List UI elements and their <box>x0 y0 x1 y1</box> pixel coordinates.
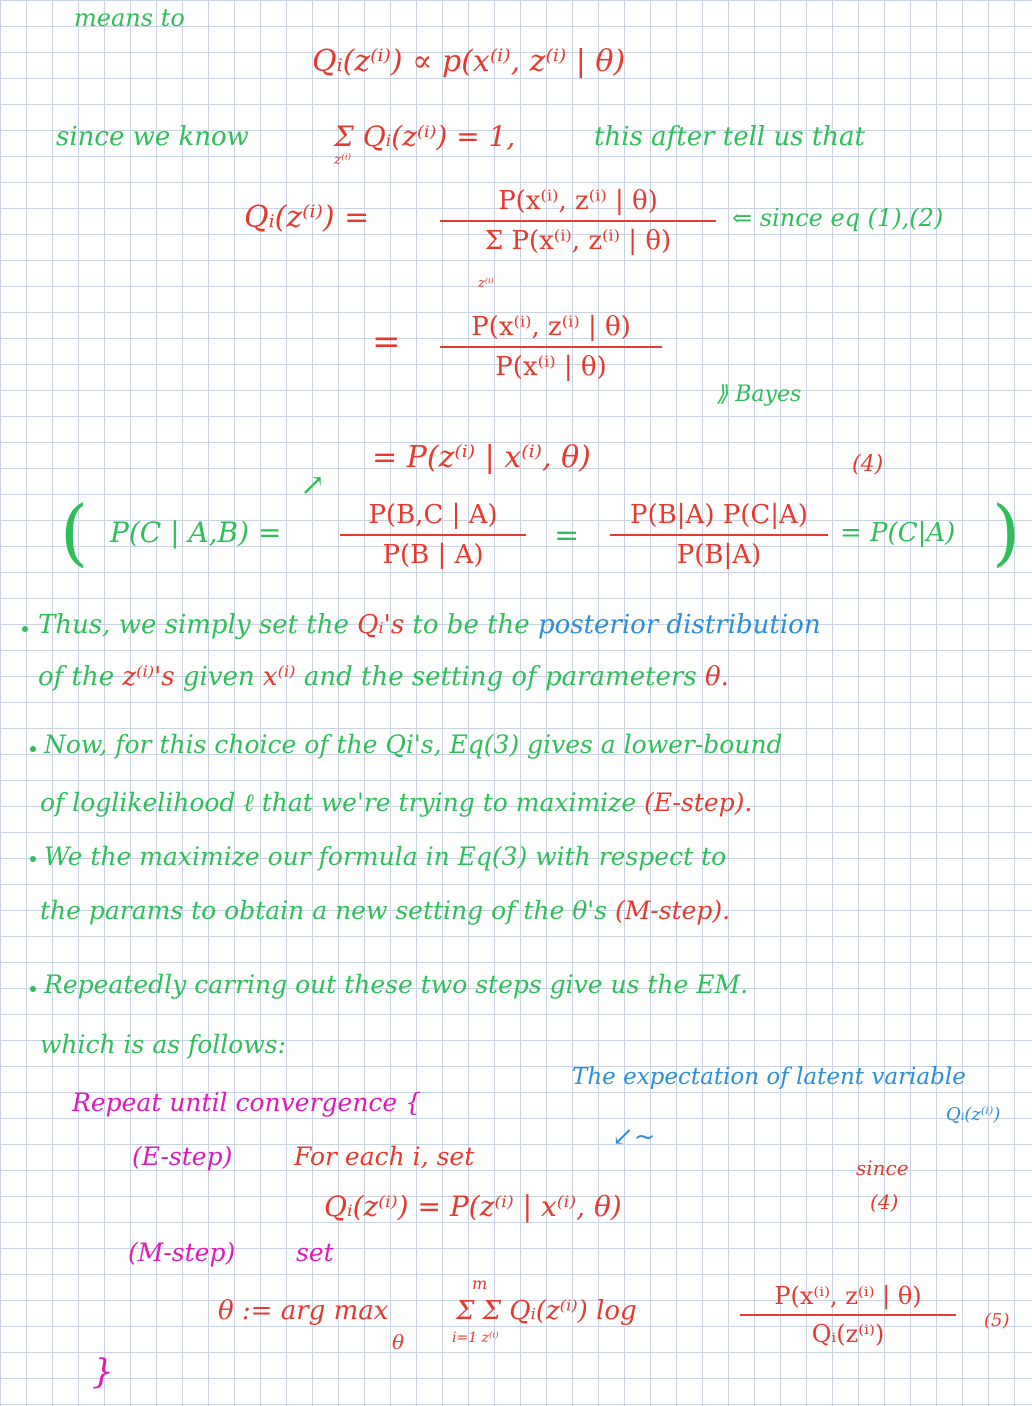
thus-l2-z: z⁽ⁱ⁾'s <box>122 662 175 692</box>
e-step-tag: (E-step). <box>644 788 753 817</box>
since-number: (4) <box>870 1190 899 1214</box>
m-step-label: (M-step) <box>128 1238 236 1267</box>
expectation-q: Qᵢ(z⁽ⁱ⁾) <box>946 1104 1001 1125</box>
repeat-until-text: Repeat until convergence { <box>72 1088 422 1117</box>
thus-l2-x: x⁽ⁱ⁾ <box>262 662 296 692</box>
m-step-tag: (M-step). <box>614 896 731 925</box>
posterior-distribution-text: posterior distribution <box>537 610 821 640</box>
bayes-lhs: P(C | A,B) = <box>110 516 282 549</box>
bullet-thus <box>22 626 28 632</box>
bayes-fraction-1-denominator: P(B | A) <box>382 540 484 570</box>
bayes-equals: = <box>554 518 580 553</box>
fraction-1 <box>440 186 716 256</box>
fraction-2 <box>440 312 662 382</box>
m-step-fraction <box>740 1282 956 1348</box>
bayes-arrow-icon: ↗ <box>300 468 326 503</box>
repeat-line-2: which is as follows: <box>40 1030 286 1059</box>
we-l2-a: the params to obtain a new setting of the θ's <box>40 896 615 925</box>
m-step-sum-bottom: i=1 z⁽ⁱ⁾ <box>452 1330 499 1346</box>
we-line-2 <box>40 896 730 925</box>
after-tell-text: this after tell us that <box>594 122 865 152</box>
thus-line-1 <box>38 610 821 640</box>
e-step-label: (E-step) <box>132 1142 233 1171</box>
bayes-fraction-2-denominator: P(B|A) <box>676 540 762 570</box>
bayes-fraction-2 <box>610 500 828 570</box>
m-step-numerator: P(x⁽ⁱ⁾, z⁽ⁱ⁾ | θ) <box>774 1282 922 1310</box>
fraction-1-denominator: Σ P(x⁽ⁱ⁾, z⁽ⁱ⁾ | θ) <box>484 226 672 256</box>
equation-label-4: (4) <box>852 452 884 477</box>
thus-l2-theta: θ. <box>704 662 729 692</box>
m-step-set: set <box>296 1238 334 1267</box>
q-lhs: Qᵢ(z⁽ⁱ⁾) = <box>244 200 370 235</box>
bullet-repeat <box>30 986 36 992</box>
since-eq-note: ⇐ since eq (1),(2) <box>732 204 944 232</box>
sum-equals-one: Σ Qᵢ(z⁽ⁱ⁾) = 1, <box>334 120 516 153</box>
bayes-fraction-1 <box>340 500 526 570</box>
bayes-fraction-1-bar <box>340 534 526 536</box>
thus-l2-c: and the setting of parameters <box>295 662 705 692</box>
since-we-know-text: since we know <box>56 122 249 152</box>
thus-l2-b: given <box>174 662 263 692</box>
now-line-2 <box>40 788 752 818</box>
curve-arrow-icon: ↙~ <box>612 1122 656 1152</box>
means-to-text: means to <box>74 4 185 32</box>
fraction-2-bar <box>440 346 662 348</box>
thus-line-2 <box>38 662 729 692</box>
repeat-line-1: Repeatedly carring out these two steps give us the EM. <box>44 970 749 999</box>
e-step-equation: Qᵢ(z⁽ⁱ⁾) = P(z⁽ⁱ⁾ | x⁽ⁱ⁾, θ) <box>324 1190 622 1223</box>
expectation-note: The expectation of latent variable <box>572 1064 966 1090</box>
thus-l1-q: Qᵢ's <box>357 610 405 640</box>
m-step-lhs: θ := arg max <box>218 1296 389 1326</box>
now-l2-a: of loglikelihood ℓ that we're trying to maximize <box>40 788 645 817</box>
proportional-equation: Qᵢ(z⁽ⁱ⁾) ∝ p(x⁽ⁱ⁾, z⁽ⁱ⁾ | θ) <box>312 44 626 79</box>
thus-l1-a: Thus, we simply set the <box>38 610 358 640</box>
bayes-fraction-1-numerator: P(B,C | A) <box>368 500 498 530</box>
m-step-bar <box>740 1314 956 1316</box>
equals-2: = <box>372 322 401 362</box>
e-step-text: For each i, set <box>294 1142 475 1171</box>
m-step-denominator: Qᵢ(z⁽ⁱ⁾) <box>811 1320 885 1348</box>
left-paren: ( <box>60 490 89 574</box>
bayes-fraction-2-numerator: P(B|A) P(C|A) <box>630 500 808 530</box>
bullet-we <box>30 856 36 862</box>
fraction-1-bar <box>440 220 716 222</box>
closing-brace: } <box>92 1352 114 1392</box>
since-note: since <box>856 1156 909 1180</box>
fraction-1-numerator: P(x⁽ⁱ⁾, z⁽ⁱ⁾ | θ) <box>498 186 658 216</box>
m-step-argmax-under: θ <box>392 1330 405 1354</box>
bayes-note: ⟫ Bayes <box>716 382 802 407</box>
we-line-1: We the maximize our formula in Eq(3) with respect to <box>44 842 727 871</box>
bayes-fraction-2-bar <box>610 534 828 536</box>
bayes-rhs: = P(C|A) <box>840 518 956 548</box>
now-line-1: Now, for this choice of the Qi's, Eq(3) gives a lower-bound <box>44 730 783 759</box>
fraction-1-sum-subscript: z⁽ⁱ⁾ <box>478 276 494 291</box>
equation-label-5: (5) <box>984 1310 1010 1331</box>
m-step-sum-top: m <box>472 1274 488 1293</box>
sum-subscript: z⁽ⁱ⁾ <box>334 152 352 168</box>
m-step-sum: Σ Σ Qᵢ(z⁽ⁱ⁾) log <box>456 1296 637 1326</box>
fraction-2-numerator: P(x⁽ⁱ⁾, z⁽ⁱ⁾ | θ) <box>471 312 631 342</box>
right-paren: ) <box>992 490 1021 574</box>
thus-l1-b: to be the <box>404 610 538 640</box>
bullet-now <box>30 746 36 752</box>
posterior-result: = P(z⁽ⁱ⁾ | x⁽ⁱ⁾, θ) <box>372 440 591 475</box>
thus-l2-a: of the <box>38 662 123 692</box>
fraction-2-denominator: P(x⁽ⁱ⁾ | θ) <box>495 352 607 382</box>
